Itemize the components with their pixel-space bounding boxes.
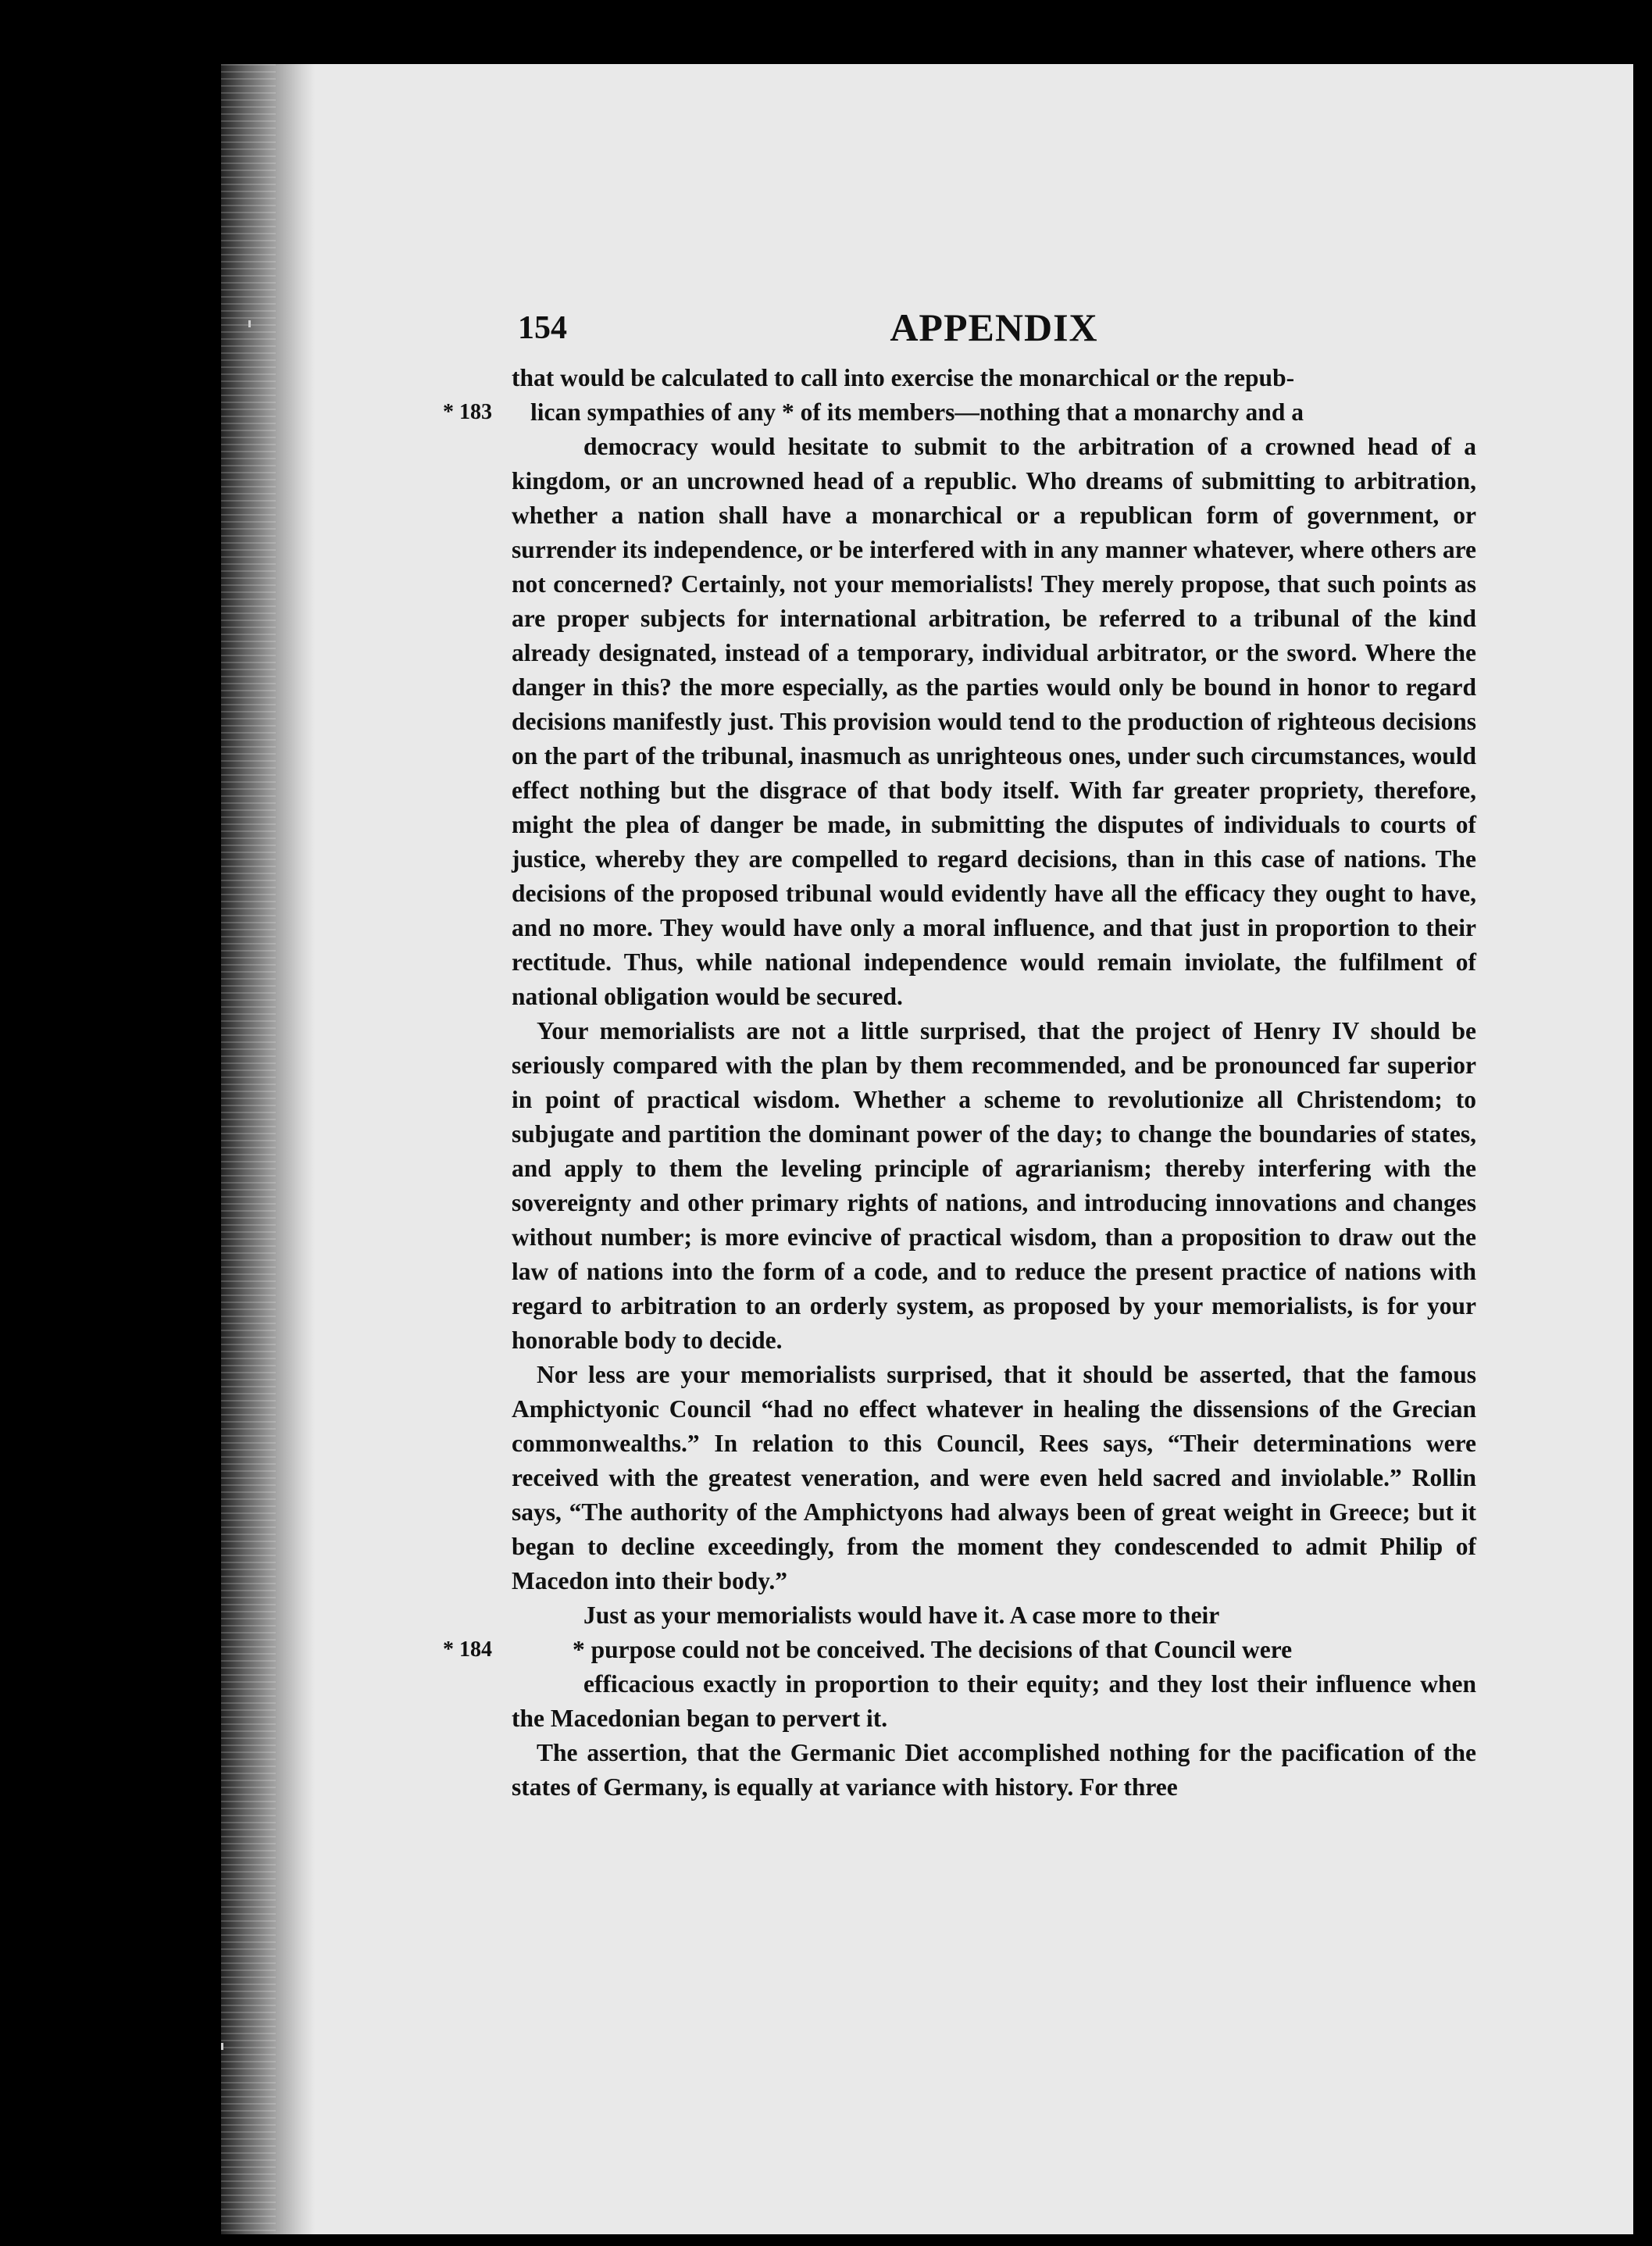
paragraph-1-line-2-text: lican sympathies of any * of its members—nothing that a monarchy and a: [530, 398, 1304, 426]
margin-note-184: * 184: [443, 1637, 492, 1662]
book-page: [443, 305, 1476, 1805]
body-text: [443, 361, 1476, 1805]
page-number: 154: [518, 310, 567, 346]
binding-gutter-texture: [221, 64, 276, 2234]
running-head: APPENDIX: [890, 305, 1098, 349]
paragraph-5: The assertion, that the Germanic Diet accomplished nothing for the pacification of the states of Germany, is equally at variance with history. For three: [512, 1739, 1476, 1801]
paragraph-1-rest: democracy would hesitate to submit to the arbitration of a crowned head of a kingdom, or an uncrowned head of a republic. Who dreams of submitting to arbitration, whether a nation shall have a monarchical or a republican form of government, or surrender its independence, or be interfered with in any manner whatever, where others are not concerned? Certainly, not your memorialists! They merely propose, that such points as are proper subjects for international arbitration, be referred to a tribunal of the kind already designated, instead of a temporary, individual arbitrator, or the sword. Where the danger in this? the more especially, as the parties would only be bound in honor to regard decisions manifestly just. This provision would tend to the production of righteous decisions on the part of the tribunal, inasmuch as unrighteous ones, under such circumstances, would effect nothing but the disgrace of that body itself. With far greater propriety, therefore, might the plea of danger be made, in submitting the disputes of individuals to courts of justice, whereby they are compelled to regard decisions, than in this case of nations. The decisions of the proposed tribunal would evidently have all the efficacy they ought to have, and no more. They would have only a moral influence, and that just in proportion to their rectitude. Thus, while national independence would remain inviolate, the fulfilment of national obligation would be secured.: [512, 433, 1476, 1010]
paragraph-1: [443, 361, 1476, 1014]
page-header: [512, 305, 1476, 361]
paragraph-4-line-2: [443, 1633, 1476, 1667]
margin-note-183: * 183: [443, 400, 492, 424]
paragraph-3: Nor less are your memorialists surprised, that it should be asserted, that the famous Amphictyonic Council “had no effect whatever in healing the dissensions of the Grecian commonwealths.” In relation to this Council, Rees says, “Their determinations were received with the greatest veneration, and were even held sacred and inviolable.” Rollin says, “The authority of the Amphictyons had always been of great weight in Greece; but it began to decline exceedingly, from the moment they condescended to admit Philip of Macedon into their body.”: [512, 1361, 1476, 1594]
paragraph-4-line-2-text: * purpose could not be conceived. The decisions of that Council were: [573, 1636, 1293, 1663]
paragraph-4: [443, 1598, 1476, 1736]
paragraph-4-line-1: Just as your memorialists would have it. A case more to their: [583, 1601, 1220, 1629]
paragraph-1-line-2: [443, 395, 1476, 430]
paragraph-2: Your memorialists are not a little surprised, that the project of Henry IV should be seriously compared with the plan by them recommended, and be pronounced far superior in point of practical wisdom. Whether a scheme to revolutionize all Christendom; to subjugate and partition the dominant power of the day; to change the boundaries of states, and apply to them the leveling principle of agrarianism; thereby interfering with the sovereignty and other primary rights of nations, and introducing innovations and changes without number; is more evincive of practical wisdom, than a proposition to draw out the law of nations into the form of a code, and to reduce the present practice of nations with regard to arbitration to an orderly system, as proposed by your memorialists, is for your honorable body to decide.: [512, 1017, 1476, 1354]
scan-speck: [248, 320, 251, 327]
scan-speck: [221, 2043, 223, 2050]
paragraph-4-rest: efficacious exactly in proportion to their equity; and they lost their influence when the Macedonian began to pervert it.: [512, 1670, 1476, 1732]
paragraph-1-line-1: that would be calculated to call into exercise the monarchical or the repub-: [512, 364, 1295, 391]
